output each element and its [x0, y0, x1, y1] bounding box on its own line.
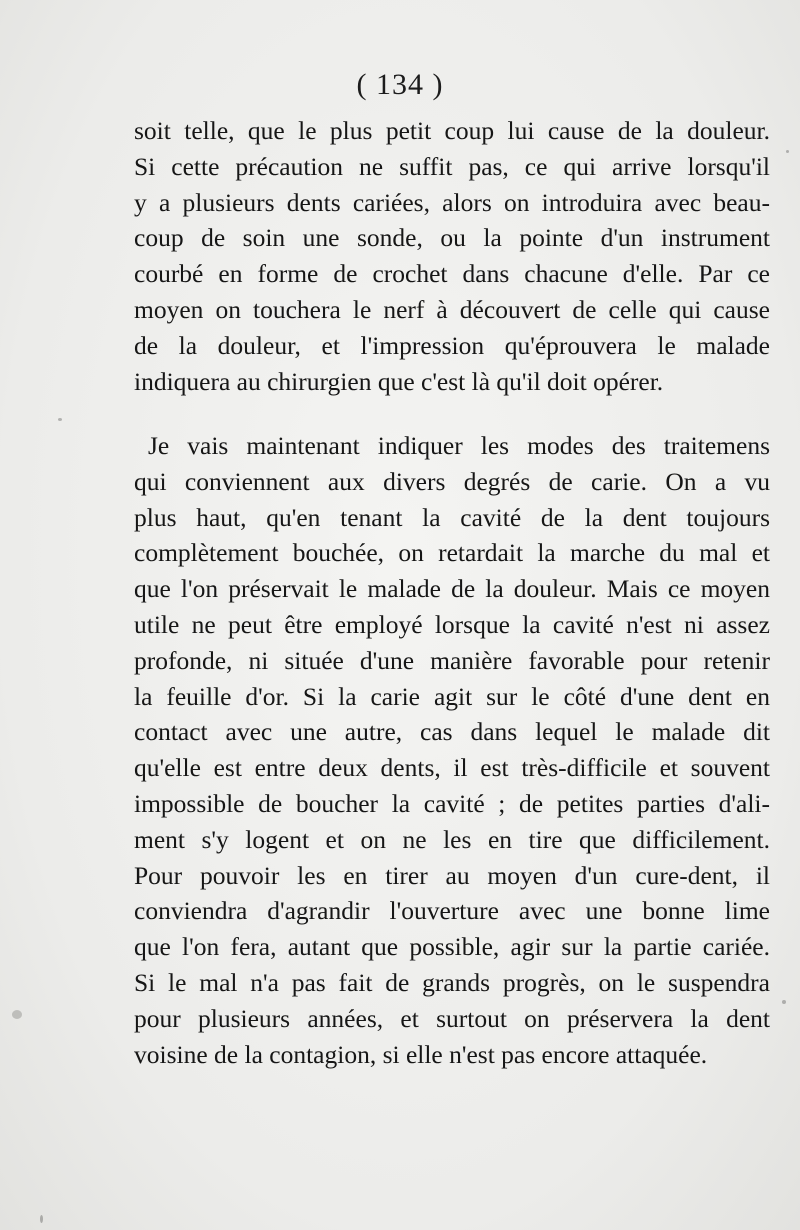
paragraph-1 [134, 113, 770, 399]
paper-speck [786, 150, 789, 153]
paragraph-2 [134, 428, 770, 1072]
text-line: que l'on préservait le malade de la douleur. Mais ce moyen [134, 574, 770, 604]
text-line: Si cette précaution ne suffit pas, ce qui arrive lorsqu'il [134, 151, 770, 181]
text-line: qu'elle est entre deux dents, il est très-difficile et souvent [134, 753, 770, 783]
text-line: profonde, ni située d'une manière favorable pour retenir [134, 645, 770, 675]
page-number: ( 134 ) [356, 68, 444, 101]
paper-speck [782, 1000, 786, 1004]
text-line: que l'on fera, autant que possible, agir sur la partie cariée. [134, 932, 770, 962]
text-line: y a plusieurs dents cariées, alors on introduira avec beau- [134, 187, 770, 217]
text-line: contact avec une autre, cas dans lequel le malade dit [134, 717, 770, 747]
paper-speck [12, 1010, 22, 1019]
text-line: de la douleur, et l'impression qu'éprouvera le malade [134, 330, 770, 360]
text-line: complètement bouchée, on retardait la marche du mal et [134, 538, 770, 568]
text-line: soit telle, que le plus petit coup lui cause de la douleur. [134, 116, 770, 145]
text-line: Je vais maintenant indiquer les modes des traitemens [148, 431, 770, 460]
paper-speck [40, 1215, 43, 1223]
text-line: plus haut, qu'en tenant la cavité de la dent toujours [134, 502, 770, 532]
text-line: courbé en forme de crochet dans chacune d'elle. Par ce [134, 259, 770, 289]
text-line: ment s'y logent et on ne les en tire que difficilement. [134, 824, 770, 854]
text-line: moyen on touchera le nerf à découvert de celle qui cause [134, 294, 770, 324]
paper-speck [58, 418, 62, 421]
text-line: conviendra d'agrandir l'ouverture avec une bonne lime [134, 896, 770, 926]
text-line: la feuille d'or. Si la carie agit sur le côté d'une dent en [134, 681, 770, 711]
text-line: Si le mal n'a pas fait de grands progrès, on le suspendra [134, 967, 770, 997]
text-line: Pour pouvoir les en tirer au moyen d'un cure-dent, il [134, 860, 770, 890]
text-line: impossible de boucher la cavité ; de petites parties d'ali- [134, 788, 770, 818]
text-line: qui conviennent aux divers degrés de carie. On a vu [134, 466, 770, 496]
text-line: pour plusieurs années, et surtout on préservera la dent [134, 1003, 770, 1033]
text-line: indiquera au chirurgien que c'est là qu'il doit opérer. [134, 366, 664, 396]
text-line: voisine de la contagion, si elle n'est pas encore attaquée. [134, 1039, 708, 1069]
text-line: coup de soin une sonde, ou la pointe d'un instrument [134, 223, 770, 253]
text-line: utile ne peut être employé lorsque la cavité n'est ni assez [134, 609, 770, 639]
